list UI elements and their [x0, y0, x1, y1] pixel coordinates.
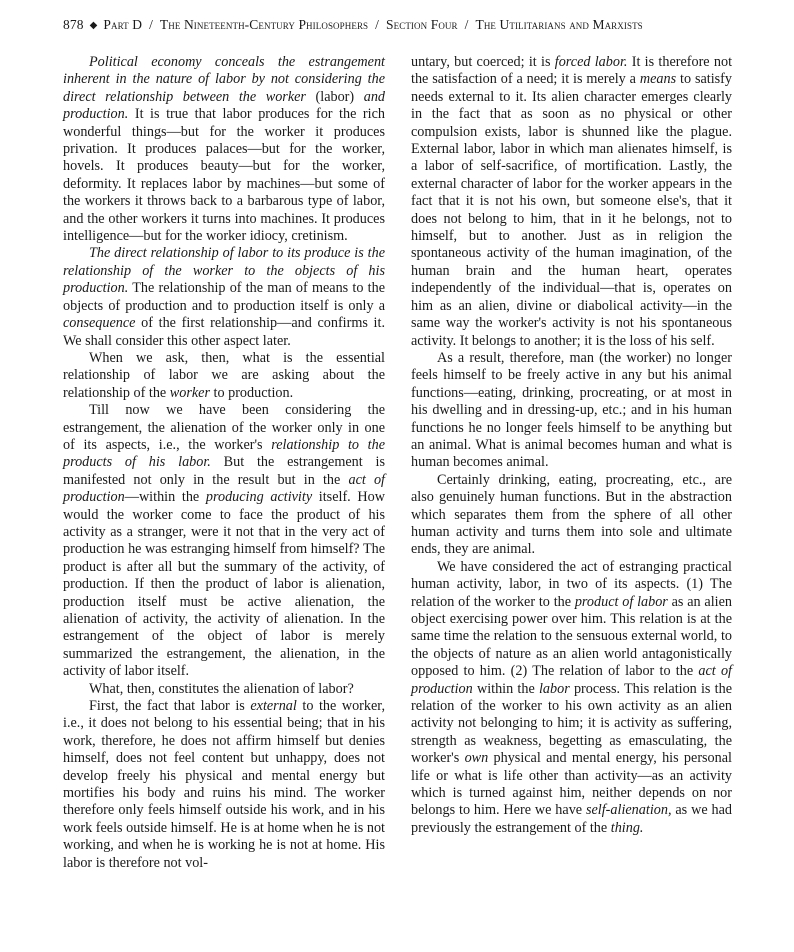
- paragraph: [411, 350, 732, 472]
- paragraph: [63, 245, 385, 349]
- paragraph: [63, 54, 385, 245]
- italic-text: thing.: [610, 819, 644, 836]
- paragraph: [63, 402, 385, 681]
- page-number: 878: [63, 17, 84, 32]
- header-separator: /: [375, 17, 380, 32]
- text-run: But the estrangement is manifested not only in the result but in the: [63, 454, 385, 488]
- italic-text: means: [639, 71, 677, 88]
- right-text-column: [411, 54, 732, 837]
- paragraph: [411, 472, 732, 559]
- italic-text: relationship to the products of his labor.: [63, 436, 385, 471]
- text-run: Till now we have been considering the estrangement, the alienation of the worker only in one of its aspects, i.e., the worker's: [63, 402, 385, 453]
- header-section: Section Four: [386, 17, 458, 32]
- italic-text: and production.: [63, 88, 385, 123]
- paragraph: [411, 54, 732, 350]
- text-run: When we ask, then, what is the essential relationship of labor we are asking about the relationship of the: [63, 349, 385, 401]
- paragraph: [63, 681, 385, 698]
- text-run: itself. How would the worker come to face the product of his activity as a stranger, were it not that in the very act of production he was estranging himself from himself? The product is after all but the summary of the activity, of production. If then the product of labor is alienation, production itself must be active alienation, the alienation of activity, the activity of alienation. In the estrangement of the object of labor is merely summarized the estrangement, the alienation, in the activity of labor itself.: [63, 489, 385, 680]
- text-run: to satisfy needs external to it. Its alien character emerges clearly in the fact that as soon as no physical or other compulsion exists, labor is shunned like the plague. External labor, labor in which man alienates himself, is a labor of self-sacrifice, of mortification. Lastly, the external character of labor for the worker appears in the fact that it is not his own, but someone else's, that it does not belong to him, that in it he belongs, not to himself, but to another. Just as in religion the spontaneous activity of the human imagination, of the human brain and the human heart, operates independently of the individual—that is, operates on him as an alien, divine or diabolical activity—in the same way the worker's activity is not his spontaneous activity. It belongs to another; it is the loss of his self.: [411, 71, 732, 349]
- header-separator: /: [464, 17, 469, 32]
- left-text-column: [63, 54, 385, 872]
- text-run: untary, but coerced; it is: [411, 54, 555, 70]
- italic-text: self-alienation,: [585, 802, 672, 819]
- header-part: Part D: [103, 17, 143, 32]
- italic-text: worker: [169, 384, 210, 401]
- running-header: [63, 14, 743, 36]
- text-run: What, then, constitutes the alienation of labor?: [89, 680, 354, 697]
- text-run: to the worker, i.e., it does not belong to his essential being; that in his work, therefore, he does not affirm himself but denies himself, does not feel content but unhappy, does not develop freely his physical and mental energy but mortifies his body and ruins his mind. The worker therefore only feels himself outside his work, and in his work feels outside himself. He is at home when he is not working, and when he is working he is not at home. His labor is therefore not vol-: [63, 698, 385, 871]
- text-run: as we had previously the estrangement of the: [411, 802, 732, 836]
- italic-text: own: [464, 750, 489, 767]
- text-run: process. This relation is the relation of the worker to his own activity as an alien activity not belonging to him; it is activity as suffering, strength as weakness, begetting as emasculating, the worker's: [411, 680, 732, 767]
- text-run: to production.: [209, 384, 294, 401]
- text-run: of the first relationship—and confirms it. We shall consider this other aspect later.: [63, 315, 385, 349]
- italic-text: external: [250, 698, 297, 715]
- text-run: as an alien object exercising power over him. This relation is at the same time the relation to the sensuous external world, to the objects of nature as an alien world antagonistically opposed to him. (2) The relation of labor to the: [411, 593, 733, 680]
- text-run: —within the: [124, 489, 206, 506]
- italic-text: Political economy conceals the estrangement inherent in the nature of labor by not considering the direct relationship between the worker: [63, 54, 385, 105]
- text-run: within the: [472, 680, 539, 697]
- italic-text: producing activity: [205, 489, 313, 506]
- italic-text: The direct relationship of labor to its produce is the relationship of the worker to the objects of his production.: [63, 245, 385, 297]
- text-run: First, the fact that labor is: [89, 698, 251, 715]
- italic-text: forced labor.: [554, 54, 628, 70]
- italic-text: act of production: [63, 471, 386, 506]
- text-run: As a result, therefore, man (the worker) no longer feels himself to be freely active in any but his animal functions—eating, drinking, procreating, or at most in his dwelling and in dressing-up, etc.; and in his human functions he no longer feels himself to be anything but an animal. What is animal becomes human and what is human becomes animal.: [411, 349, 732, 471]
- diamond-ornament-icon: ◆: [89, 20, 98, 31]
- italic-text: act of production: [411, 663, 733, 697]
- text-run: It is therefore not the satisfaction of a need; it is merely a: [411, 54, 733, 88]
- header-separator: /: [149, 17, 153, 32]
- text-run: Certainly drinking, eating, procreating, etc., are also genuinely human functions. But in the abstraction which separates them from the sphere of all other human activity and turns them into sole and ultimate ends, they are animal.: [411, 471, 732, 558]
- paragraph: [63, 350, 385, 402]
- header-section-title: The Utilitarians and Marxists: [475, 17, 643, 32]
- text-run: The relationship of the man of means to the objects of production and to production itself is only a: [63, 280, 385, 314]
- paragraph: [411, 559, 732, 838]
- paragraph: [63, 698, 385, 872]
- text-run: physical and mental energy, his personal life or what is life other than activity—as an activity which is turned against him, neither depends on nor belongs to him. Here we have: [411, 750, 732, 819]
- text-run: (labor): [305, 88, 364, 105]
- header-part-title: The Nineteenth-Century Philosophers: [159, 17, 369, 32]
- text-run: It is true that labor produces for the rich wonderful things—but for the worker it produces privation. It produces palaces—but for the worker, hovels. It produces beauty—but for the worker, deformity. It replaces labor by machines—but some of the workers it throws back to a barbarous type of labor, and the other workers it turns into machines. It produces intelligence—but for the worker idiocy, cretinism.: [63, 106, 385, 245]
- text-run: We have considered the act of estranging practical human activity, labor, in two of its aspects. (1) The relation of the worker to the: [411, 558, 732, 610]
- italic-text: product of labor: [574, 593, 668, 610]
- italic-text: consequence: [63, 315, 136, 332]
- italic-text: labor: [538, 680, 570, 697]
